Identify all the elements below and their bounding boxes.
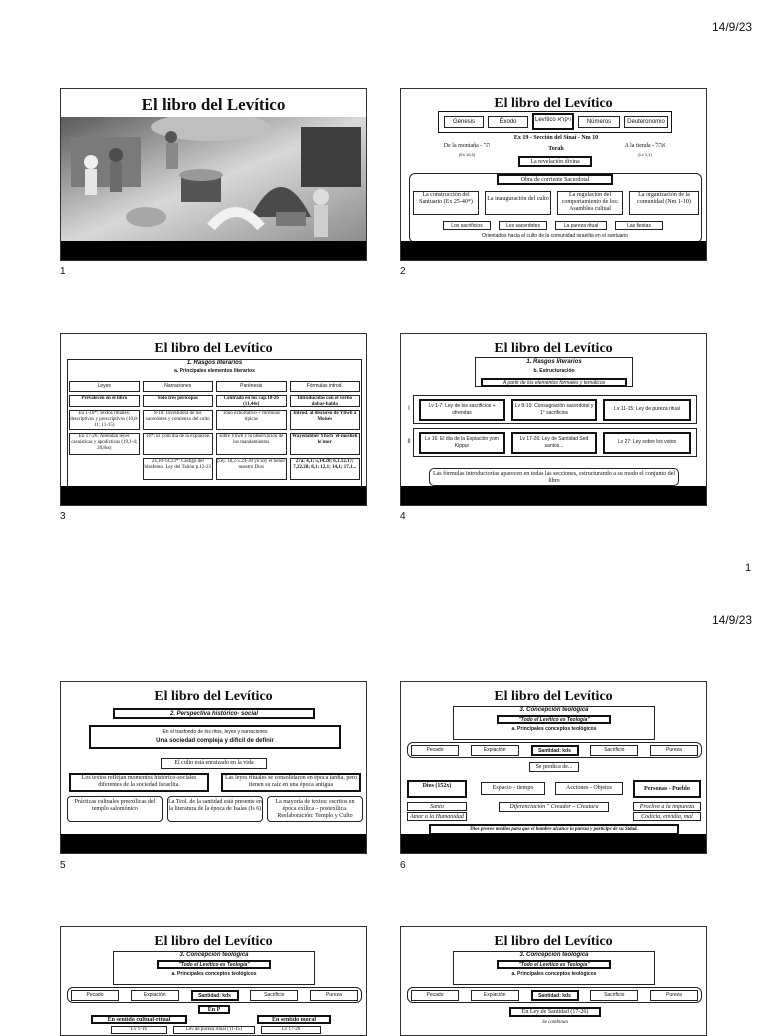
object-god: Dios (152x) <box>407 780 467 798</box>
table-cell: Centrada en los cap.18-26 (11,44s) <box>216 395 287 407</box>
theology-quote: "Todo el Levítico es Teología" <box>497 715 611 724</box>
item-feasts: Las fiestas <box>615 221 663 230</box>
slide-number: 2 <box>400 266 406 277</box>
object-actions: Acciones - Objetos <box>555 782 623 795</box>
footer-statement: Dios provee medios para que el hombre alcance la pureza y participe de su Stdad. <box>429 824 679 835</box>
concept-1: Expiación <box>131 990 179 1001</box>
concept-0: Pecado <box>411 990 459 1001</box>
table-cell: Prevalecen en el libro <box>69 395 140 407</box>
section-heading: 2. Perspectiva histórico- social <box>113 708 315 719</box>
literary-elements-table <box>69 381 360 480</box>
section-lv1-7: Lv 1-7: Ley de los sacrificios + ofrendas <box>419 399 505 421</box>
object-people: Personas - Pueblo <box>633 780 701 798</box>
formulas-note: Las fórmulas introductorias aparecen en todas las secciones, estructurando a su modo el conjunto del libro <box>429 468 679 486</box>
texts-reflect: Los textos reflejan momentos histórico-sociales diferentes de la sociedad Israelita. <box>69 773 209 792</box>
slide-number: 4 <box>400 511 406 522</box>
structure-criterion: A partir de los elementos formales y temáticos <box>481 378 627 387</box>
slide-7[interactable] <box>60 926 367 1036</box>
section-lv16: Lv 16: El día de la Expiación yom Kippur <box>419 432 505 454</box>
cult-rooted: El culto está enraizado en la vida <box>161 758 267 769</box>
slide-3[interactable] <box>60 333 367 506</box>
concept-1: Expiación <box>471 745 519 756</box>
table-cell: En 17-26: Abundan leyes casuísticas y apodícticas (19,1-4; 20,8ss) <box>69 433 140 455</box>
topic-organization: La organización de la comunidad (Nm 1-10) <box>629 191 699 215</box>
table-cell: 27a: 4,1; 5,14.20; 6,1.12.17; 7,22.28; 8,1; 12,1; 14,1; 17,1... <box>290 458 361 480</box>
section-sub: a. Principales conceptos teológicos <box>511 971 597 977</box>
header-date: 14/9/23 <box>712 20 753 34</box>
table-cell: Wayedabber Yhwh 'el-mosheh le'mor <box>290 433 361 455</box>
oriented-note: Orientados hacia el culto de la comunidad israelita en el santuario <box>482 233 628 239</box>
slide-8[interactable] <box>400 926 707 1036</box>
concept-0: Pecado <box>411 745 459 756</box>
preexilic-practices: Prácticas cultuales preexílicas del templo salomónico <box>67 796 163 822</box>
note-envy: Codicia, envidia, mal <box>633 812 701 821</box>
slide-title: El libro del Levítico <box>494 934 613 949</box>
concept-3: Sacrificio <box>590 745 638 756</box>
topic-inauguration: La inauguración del culto <box>485 191 551 215</box>
divine-revelation: La revelación divina <box>518 156 592 167</box>
object-space-time: Espacio - tiempo <box>481 782 545 795</box>
theology-quote: "Todo el Levítico es Teología" <box>157 960 271 969</box>
tent-ref: (Lv 1,1) <box>638 152 652 157</box>
moral-sense: En sentido moral <box>257 1015 331 1024</box>
table-cell: En 1-16*: Textos rituales: descriptivos y prescriptivos (10,8-11; 11-15) <box>70 411 139 428</box>
slide-footer-bar <box>401 486 706 505</box>
slide-4[interactable] <box>400 333 707 506</box>
slide-1[interactable] <box>60 88 367 261</box>
title-illustration <box>61 117 367 245</box>
torah-label: Torah <box>548 146 564 152</box>
mountain-label: De la montaña - הר <box>443 143 491 149</box>
combined-note: Se combinan <box>542 1020 568 1025</box>
slide-title: El libro del Levítico <box>494 689 613 704</box>
section-lv27: Lv 27: Ley sobre los votos <box>603 432 691 454</box>
table-cell: Introducidas con el verbo dabar-habla <box>290 395 361 407</box>
column-header: Fórmulas introd. <box>290 381 361 392</box>
section-heading: 3. Concepción teológica <box>179 952 249 958</box>
slide-footer-bar <box>401 834 706 853</box>
concept-2: Santidad: kds <box>191 990 239 1001</box>
table-cell: 24,10-14.23*: Castigo del blasfemo. Ley del Talión p.13-23 <box>143 458 214 480</box>
concept-4: Pureza <box>310 990 358 1001</box>
section-heading: 3. Concepción teológica <box>519 952 589 958</box>
in-p: En P <box>198 1005 230 1014</box>
table-cell: sobre Yhwh y la observación de los mandamientos <box>216 433 287 455</box>
concept-4: Pureza <box>650 745 698 756</box>
section-lv8-10: Lv 8-10: Consagración sacerdotal y 1° sacrificios <box>511 399 597 421</box>
column-header: Parénesis <box>216 381 287 392</box>
concepts-row <box>411 990 698 1001</box>
slide-6[interactable] <box>400 681 707 854</box>
section-heading: 1. Rasgos literarios <box>526 359 582 365</box>
table-cell: Tono exhortativo + fórmulas típicas <box>216 410 287 430</box>
book-exodus: Éxodo <box>488 116 528 128</box>
row-label-2: II <box>407 439 411 445</box>
section-sub: b. Estructuración <box>533 368 575 374</box>
ritual-laws: Las leyes rituales se consolidaron en época tardía, pero tienen su raíz en una época antigua <box>221 773 361 792</box>
table-cell: 8-10: Investidura de los sacerdotes y comienzo del culto <box>143 410 214 430</box>
topic-sanctuary: La construcción del Santuario (Ex 25-40*) <box>413 191 479 215</box>
section-heading: 1. Rasgos literarios <box>186 360 243 366</box>
mountain-ref: (Ex 19,3) <box>458 152 476 157</box>
slide-footer-bar <box>61 486 366 505</box>
ref-lv17-26: Lv 17-26 <box>261 1026 321 1034</box>
slide-title: El libro del Levítico <box>154 341 273 356</box>
slide-number: 3 <box>60 511 66 522</box>
slide-title: El libro del Levítico <box>154 934 273 949</box>
exilic-texts: La mayoría de textos: escritos en época exílica – postexílica. Reelaboración: Templo y Culto <box>267 796 363 822</box>
predicated-of: Se predica de... <box>529 762 579 772</box>
note-love: Amor a la Humanidad <box>407 812 467 821</box>
section-heading: 3. Concepción teológica <box>519 707 589 713</box>
concept-3: Sacrificio <box>590 990 638 1001</box>
column-header: Narraciones <box>143 381 214 392</box>
concept-0: Pecado <box>71 990 119 1001</box>
table-cell <box>69 458 140 480</box>
book-deuteronomy: Deuteronomio <box>624 116 668 128</box>
column-header: Leyes <box>69 381 140 392</box>
section-sub: a. Principales elementos literarios <box>174 368 255 374</box>
slide-footer-bar <box>401 241 706 260</box>
ref-purity-law: Lev de pureza ritual (11-15) <box>173 1026 255 1034</box>
note-impurity: Proclive a la impureza <box>633 802 701 811</box>
table-cell: Introd. al discurso de Yhwh a Moisés <box>290 410 361 430</box>
section-lv17-26: Lv 17-26: Ley de Santidad Sed santos... <box>511 432 597 454</box>
sinai-section: Ex 19 - Sección del Sinaí - Nm 10 <box>513 135 599 141</box>
slide-2[interactable] <box>400 88 707 261</box>
slide-footer-bar <box>61 241 366 260</box>
header-date: 14/9/23 <box>712 613 753 627</box>
slide-number: 5 <box>60 860 66 871</box>
section-sub: a. Principales conceptos teológicos <box>511 726 597 732</box>
concepts-row <box>411 745 698 756</box>
book-leviticus: Levítico ויקרא <box>532 113 574 130</box>
lead-society: Una sociedad compleja y difícil de definir <box>156 738 274 744</box>
holiness-theology: La Teol. de la santidad está presente en la literatura de la época de Isaías (Is 6) <box>167 796 263 822</box>
item-purity: La pureza ritual <box>555 221 607 230</box>
slide-title: El libro del Levítico <box>494 96 613 111</box>
table-cell: 16*: El yom día de la expiación <box>143 433 214 455</box>
slide-footer-bar <box>61 834 366 853</box>
concept-1: Expiación <box>471 990 519 1001</box>
table-cell: Sólo tres perícopas <box>143 395 214 407</box>
concept-2: Santidad: kds <box>531 990 579 1001</box>
slide-title: El libro del Levítico <box>494 341 613 356</box>
concept-3: Sacrificio <box>250 990 298 1001</box>
concept-4: Pureza <box>650 990 698 1001</box>
lead-background: En el trasfondo de los ritos, leyes y narraciones <box>162 729 268 735</box>
page-number: 1 <box>745 562 752 574</box>
slide-number: 6 <box>400 860 406 871</box>
note-holy: Santo <box>407 802 467 811</box>
theology-quote: "Todo el Levítico es Teología" <box>497 960 611 969</box>
slide-title: El libro del Levítico <box>154 689 273 704</box>
concepts-row <box>71 990 358 1001</box>
slide-number: 1 <box>60 266 66 277</box>
slide-5[interactable] <box>60 681 367 854</box>
holiness-law: En Ley de Santidad (17-26) <box>509 1007 601 1017</box>
item-sacrifices: Los sacrificios <box>443 221 491 230</box>
item-priests: Los sacerdotes <box>499 221 547 230</box>
tent-label: A la tienda - אהל <box>624 143 666 149</box>
concept-2: Santidad: kds <box>531 745 579 756</box>
slide-title: El libro del Levítico <box>141 95 286 114</box>
row-label-1: I <box>408 406 410 412</box>
priestly-work: Obra de corriente Sacerdotal <box>497 174 613 185</box>
ref-lv1-16: Lv 1-16 <box>111 1026 167 1034</box>
topic-regulation: La regulación del comportamiento de los: Asamblea cultual <box>557 191 623 215</box>
table-cell: p.ej. 18,2-5.24-30 yo soy el Señor nuestro Dios <box>216 458 287 480</box>
book-genesis: Génesis <box>444 116 484 128</box>
section-lv11-15: Lv 11-15: Ley de pureza ritual <box>603 399 691 421</box>
cultic-sense: En sentido cultual-ritual <box>91 1015 187 1024</box>
section-sub: a. Principales conceptos teológicos <box>171 971 257 977</box>
book-numbers: Números <box>578 116 620 128</box>
note-differentiation: Diferenciación " Creador – Creatura <box>499 802 609 812</box>
